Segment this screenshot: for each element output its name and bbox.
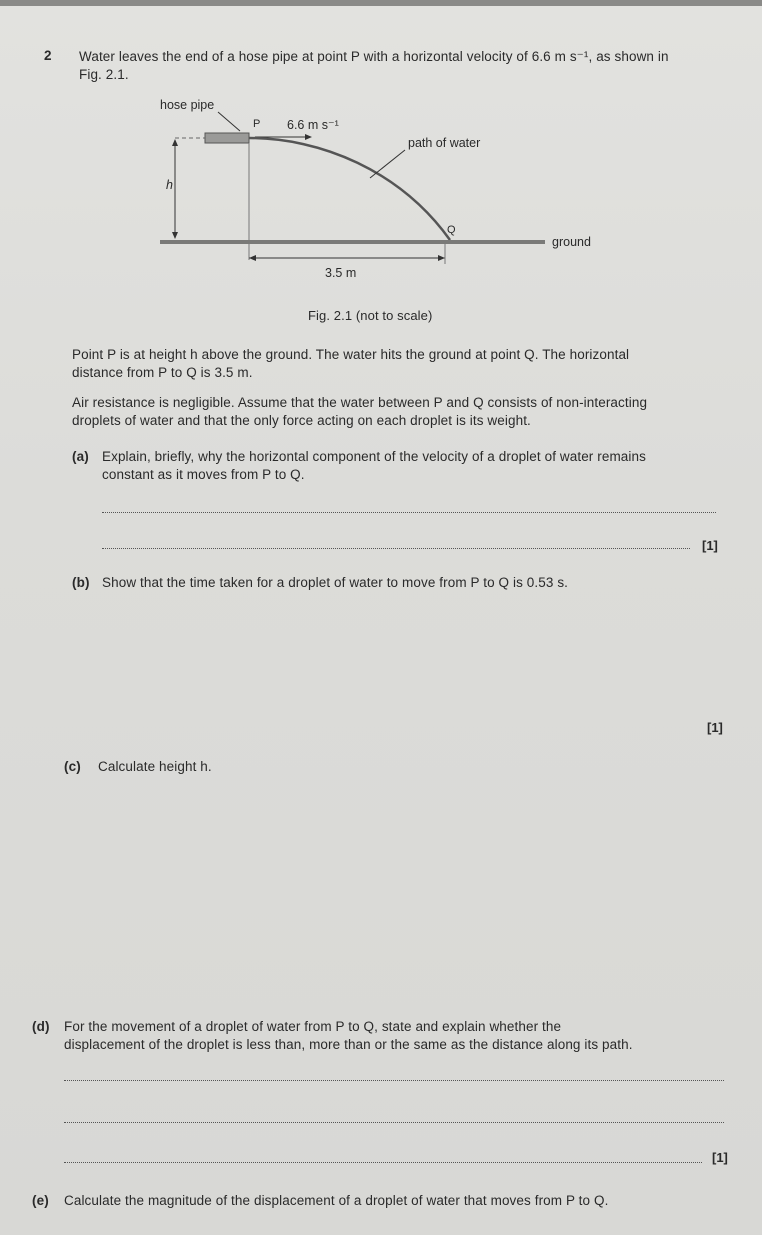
part-b-mark: [1] [707, 720, 723, 735]
point-q-label: Q [447, 224, 456, 236]
figure-2-1 [0, 0, 762, 330]
part-d-line-1: For the movement of a droplet of water from P to Q, state and explain whether the [64, 1019, 562, 1034]
answer-line-d1[interactable] [64, 1080, 724, 1081]
height-h-label: h [166, 178, 173, 192]
paragraph-1-line-1: Point P is at height h above the ground. The water hits the ground at point Q. The horizontal [72, 347, 630, 362]
distance-arrowhead-left [249, 255, 256, 261]
part-c-text: Calculate height h. [98, 759, 212, 774]
velocity-label: 6.6 m s⁻¹ [287, 118, 339, 132]
answer-line-a1[interactable] [102, 512, 716, 513]
answer-line-a2[interactable] [102, 548, 690, 549]
part-d-line-2: displacement of the droplet is less than, more than or the same as the distance along its path. [64, 1037, 633, 1052]
path-pointer [370, 150, 405, 178]
path-of-water-label: path of water [408, 136, 481, 150]
hose-pipe-label: hose pipe [160, 98, 215, 112]
part-e-text: Calculate the magnitude of the displacement of a droplet of water that moves from P to Q. [64, 1193, 609, 1208]
answer-space-c[interactable] [98, 785, 698, 995]
part-c-label: (c) [64, 759, 81, 774]
part-b-label: (b) [72, 575, 90, 590]
part-d-mark: [1] [712, 1150, 728, 1165]
part-a-line-1: Explain, briefly, why the horizontal component of the velocity of a droplet of water remains [102, 449, 646, 464]
question-intro-line-2: Fig. 2.1. [79, 67, 129, 82]
paragraph-1-line-2: distance from P to Q is 3.5 m. [72, 365, 253, 380]
ground-line [160, 240, 545, 244]
part-a-mark: [1] [702, 538, 718, 553]
answer-space-b[interactable] [102, 600, 702, 720]
part-b-text: Show that the time taken for a droplet of water to move from P to Q is 0.53 s. [102, 575, 569, 590]
height-arrowhead-top [172, 139, 178, 146]
part-a-label: (a) [72, 449, 89, 464]
hose-pipe [205, 133, 249, 143]
distance-arrowhead-right [438, 255, 445, 261]
figure-caption: Fig. 2.1 (not to scale) [308, 308, 433, 323]
point-p-label: P [253, 118, 261, 130]
paragraph-2-line-2: droplets of water and that the only force acting on each droplet is its weight. [72, 413, 531, 428]
part-e-label: (e) [32, 1193, 49, 1208]
question-intro-line-1: Water leaves the end of a hose pipe at point P with a horizontal velocity of 6.6 m s⁻¹, as shown in [79, 49, 669, 64]
answer-line-d2[interactable] [64, 1122, 724, 1123]
part-d-label: (d) [32, 1019, 50, 1034]
question-number: 2 [44, 48, 52, 63]
distance-label: 3.5 m [325, 266, 357, 280]
hose-pointer [218, 112, 240, 131]
answer-line-d3[interactable] [64, 1162, 702, 1163]
water-path-curve [249, 138, 450, 240]
part-a-line-2: constant as it moves from P to Q. [102, 467, 305, 482]
ground-label: ground [552, 235, 591, 249]
height-arrowhead-bottom [172, 232, 178, 239]
paragraph-2-line-1: Air resistance is negligible. Assume that the water between P and Q consists of non-interacting [72, 395, 648, 410]
velocity-arrowhead [305, 134, 312, 140]
